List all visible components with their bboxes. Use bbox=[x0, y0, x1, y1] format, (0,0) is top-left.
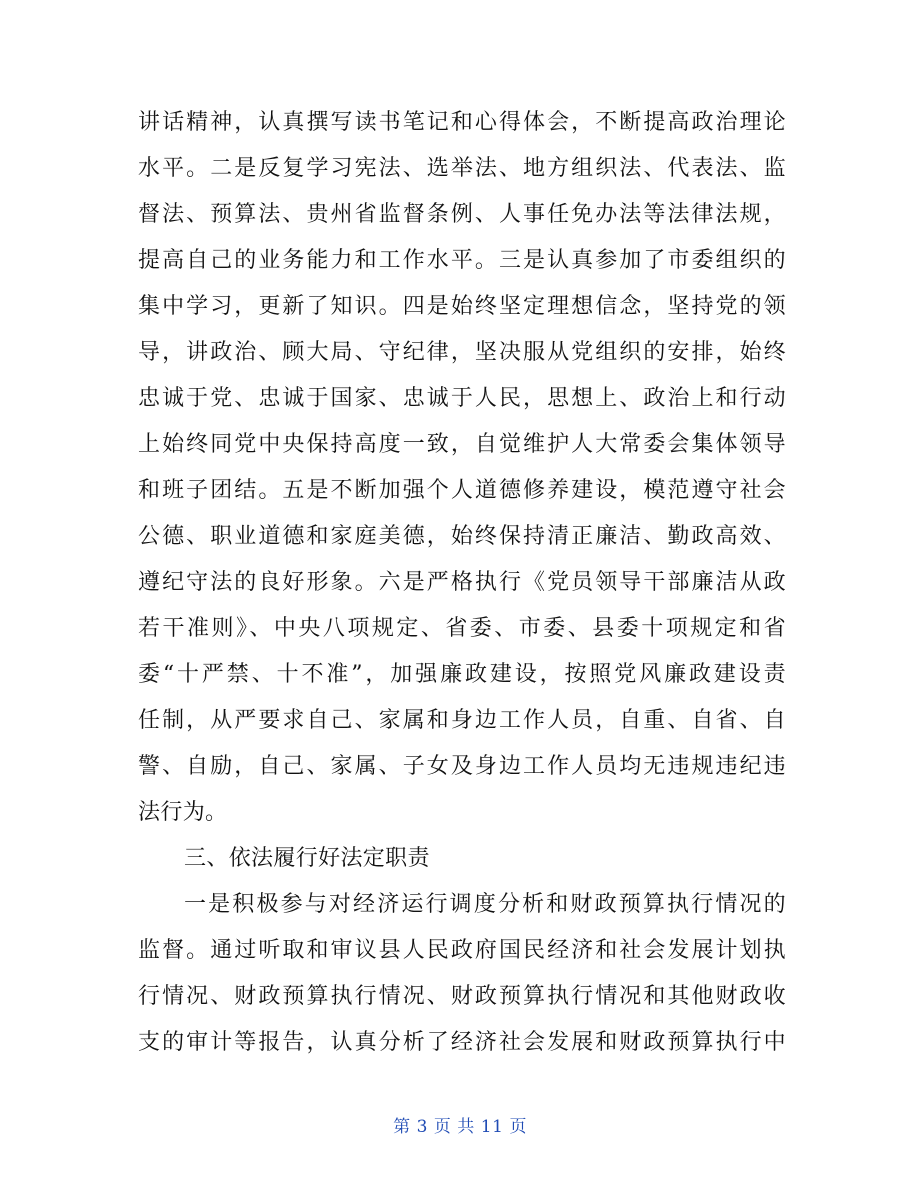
text-line: 导，讲政治、顾大局、守纪律，坚决服从党组织的安排，始终 bbox=[138, 340, 786, 365]
text-line: 监督。通过听取和审议县人民政府国民经济和社会发展计划执 bbox=[138, 938, 786, 963]
text-line: 上始终同党中央保持高度一致，自觉维护人大常委会集体领导 bbox=[138, 432, 786, 457]
text-line: 委“十严禁、十不准”，加强廉政建设，按照党风廉政建设责 bbox=[138, 662, 786, 687]
text-line: 集中学习，更新了知识。四是始终坚定理想信念，坚持党的领 bbox=[138, 294, 786, 319]
section-heading: 三、依法履行好法定职责 bbox=[184, 846, 430, 871]
footer-label-pre: 第 bbox=[393, 1117, 411, 1137]
current-page-number: 3 bbox=[416, 1117, 428, 1137]
text-line: 和班子团结。五是不断加强个人道德修养建设，模范遵守社会 bbox=[138, 478, 786, 503]
text-line: 提高自己的业务能力和工作水平。三是认真参加了市委组织的 bbox=[138, 248, 786, 273]
text-line: 若干准则》、中央八项规定、省委、市委、县委十项规定和省 bbox=[138, 616, 786, 641]
text-line: 警、自励，自己、家属、子女及身边工作人员均无违规违纪违 bbox=[138, 754, 786, 779]
text-line: 水平。二是反复学习宪法、选举法、地方组织法、代表法、监 bbox=[138, 156, 786, 181]
text-line: 支的审计等报告，认真分析了经济社会发展和财政预算执行中 bbox=[138, 1030, 786, 1055]
page-footer bbox=[0, 1117, 920, 1137]
text-line: 任制，从严要求自己、家属和身边工作人员，自重、自省、自 bbox=[138, 708, 786, 733]
text-line: 法行为。 bbox=[138, 800, 228, 825]
text-line: 公德、职业道德和家庭美德，始终保持清正廉洁、勤政高效、 bbox=[138, 524, 786, 549]
text-line: 行情况、财政预算执行情况、财政预算执行情况和其他财政收 bbox=[138, 984, 786, 1009]
text-line: 遵纪守法的良好形象。六是严格执行《党员领导干部廉洁从政 bbox=[138, 570, 786, 595]
footer-label-post: 页 bbox=[509, 1117, 527, 1137]
text-line: 讲话精神，认真撰写读书笔记和心得体会，不断提高政治理论 bbox=[138, 110, 786, 135]
footer-label-mid: 页 共 bbox=[433, 1117, 475, 1137]
total-pages-number: 11 bbox=[480, 1117, 504, 1137]
text-line: 忠诚于党、忠诚于国家、忠诚于人民，思想上、政治上和行动 bbox=[138, 386, 786, 411]
paragraph-first-line: 一是积极参与对经济运行调度分析和财政预算执行情况的 bbox=[184, 892, 786, 917]
text-line: 督法、预算法、贵州省监督条例、人事任免办法等法律法规， bbox=[138, 202, 786, 227]
